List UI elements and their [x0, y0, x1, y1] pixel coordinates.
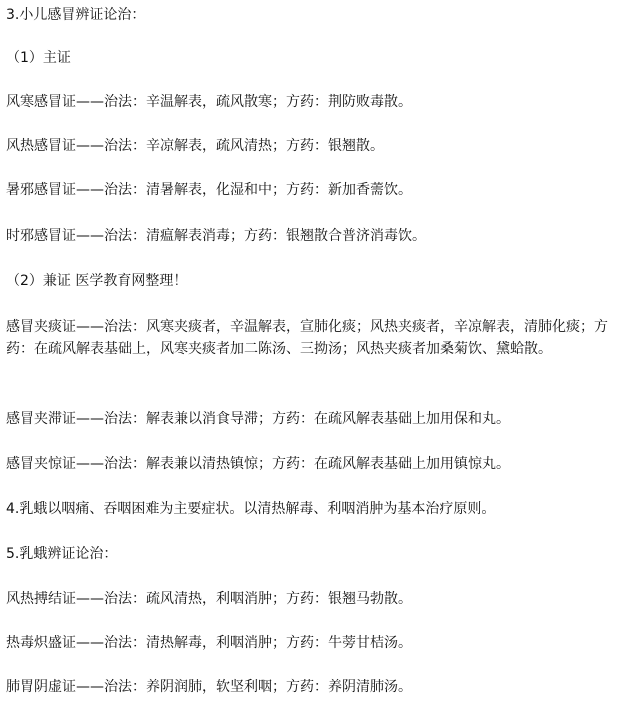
subheading-concurrent-syndrome: （2）兼证 医学教育网整理！: [6, 273, 188, 289]
section-heading-4: 4.乳蛾以咽痛、吞咽困难为主要症状。以清热解毒、利咽消肿为基本治疗原则。: [6, 501, 496, 517]
text-line: 感冒夹滞证——治法：解表兼以消食导滞；方药：在疏风解表基础上加用保和丸。: [6, 411, 510, 427]
text-line: 热毒炽盛证——治法：清热解毒，利咽消肿；方药：牛蒡甘桔汤。: [6, 635, 412, 651]
text-line: 风热感冒证——治法：辛凉解表，疏风清热；方药：银翘散。: [6, 138, 384, 154]
section-heading-3: 3.小儿感冒辨证论治：: [6, 7, 146, 23]
text-line: 暑邪感冒证——治法：清暑解表，化湿和中；方药：新加香薷饮。: [6, 182, 412, 198]
paragraph: 感冒夹痰证——治法：风寒夹痰者，辛温解表，宣肺化痰；风热夹痰者，辛凉解表，清肺化痰；方药：在疏风解表基础上，风寒夹痰者加二陈汤、三拗汤；风热夹痰者加桑菊饮、黛蛤散。: [6, 319, 608, 357]
text-line: 风寒感冒证——治法：辛温解表，疏风散寒；方药：荆防败毒散。: [6, 94, 412, 110]
text-line: 感冒夹惊证——治法：解表兼以清热镇惊；方药：在疏风解表基础上加用镇惊丸。: [6, 456, 510, 472]
text-line: 时邪感冒证——治法：清瘟解表消毒；方药：银翘散合普济消毒饮。: [6, 228, 426, 244]
section-heading-5: 5.乳蛾辨证论治：: [6, 546, 118, 562]
text-line: 风热搏结证——治法：疏风清热，利咽消肿；方药：银翘马勃散。: [6, 591, 412, 607]
subheading-main-syndrome: （1）主证: [6, 50, 71, 66]
text-line: 肺胃阴虚证——治法：养阴润肺，软坚利咽；方药：养阴清肺汤。: [6, 679, 412, 695]
